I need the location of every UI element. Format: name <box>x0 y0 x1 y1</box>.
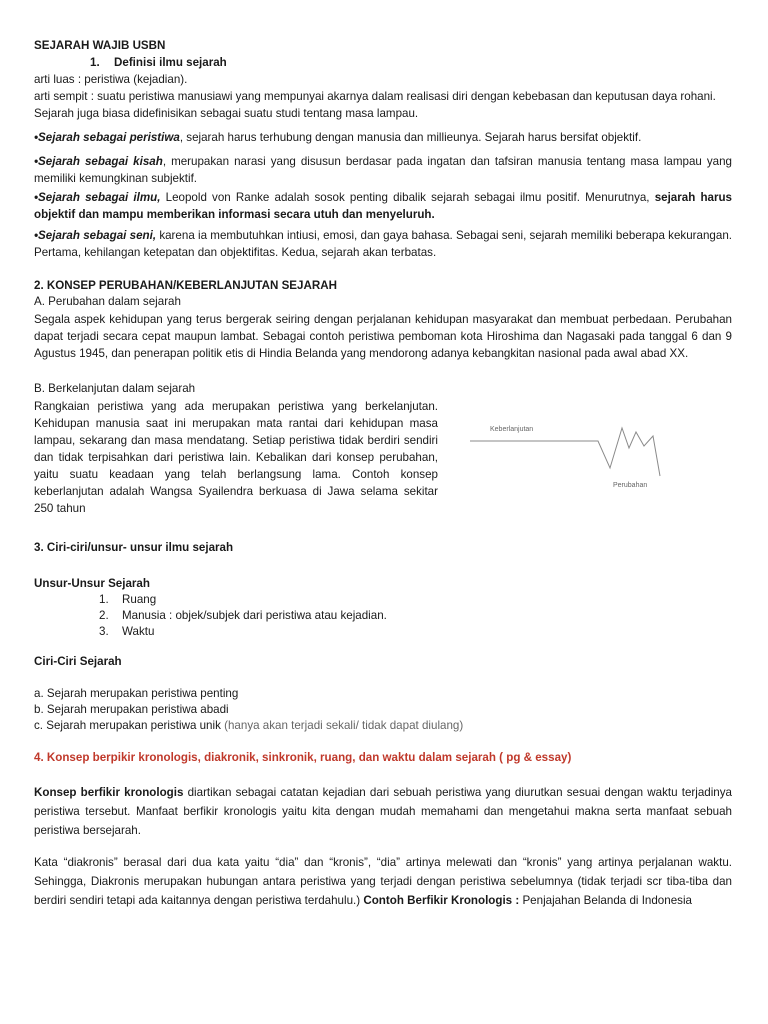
ciri-c <box>34 717 732 734</box>
berkelanjutan-text: Rangkaian peristiwa yang ada merupakan peristiwa yang berkelanjutan. Kehidupan manusia saat ini merupakan mata rantai dari kehidupan masa lampau, sekarang dan masa mendatang. Setiap peristiwa tidak berdiri sendiri dan tidak terpisahkan dari peristiwa lain. Kebalikan dari konsep perubahan, yaitu suatu keadaan yang telah berlangsung lama. Contoh konsep keberlanjutan adalah Wangsa Syailendra berkuasa di Jawa selama sekitar 250 tahun <box>34 400 438 515</box>
unsur-number: 1. <box>99 593 109 606</box>
document-title: SEJARAH WAJIB USBN <box>34 39 166 52</box>
term-peristiwa: •Sejarah sebagai peristiwa <box>34 131 180 144</box>
label-perubahan: Perubahan <box>613 482 648 489</box>
text-peristiwa: , sejarah harus terhubung dengan manusia dan millieunya. Sejarah harus bersifat objektif. <box>179 131 642 144</box>
trend-line <box>470 428 660 476</box>
unsur-heading: Unsur-Unsur Sejarah <box>34 577 150 590</box>
term-ilmu: •Sejarah sebagai ilmu, <box>34 191 161 204</box>
kronologis-term: Konsep berfikir kronologis <box>34 786 184 799</box>
arti-sempit: arti sempit : suatu peristiwa manusiawi yang mempunyai akarnya dalam realisasi diri dengan kebebasan dan keputusan daya rohani. Sejarah juga biasa didefinisikan sebagai suatu studi tentang masa lampau. <box>34 90 716 120</box>
berkelanjutan-heading: B. Berkelanjutan dalam sejarah <box>34 382 196 395</box>
diakronis-text: Kata “diakronis” berasal dari dua kata yaitu “dia” dan “kronis”, “dia” artinya melewati dan “kronis” yang artinya perjalanan waktu. Sehingga, Diakronis merupakan hubungan antara peristiwa yang terjadi dengan peristiwa sebelumnya (tidak terjadi scr tiba-tiba dan berdiri sendiri tetapi ada kaitannya dengan peristiwa terdahulu.) <box>34 856 732 907</box>
sejarah-seni <box>34 227 732 261</box>
ciri-c-note: (hanya akan terjadi sekali/ tidak dapat diulang) <box>224 719 464 732</box>
unsur-number: 2. <box>99 609 109 622</box>
term-seni: •Sejarah sebagai seni, <box>34 229 157 242</box>
ciri-c-text: c. Sejarah merupakan peristiwa unik <box>34 719 225 732</box>
arti-luas: arti luas : peristiwa (kejadian). <box>34 73 188 86</box>
section-3-heading: 3. Ciri-ciri/unsur- unsur ilmu sejarah <box>34 541 234 554</box>
unsur-text: Manusia : objek/subjek dari peristiwa atau kejadian. <box>122 609 387 622</box>
term-kisah: •Sejarah sebagai kisah <box>34 155 163 168</box>
section-1-title: Definisi ilmu sejarah <box>114 56 227 69</box>
perubahan-text: Segala aspek kehidupan yang terus bergerak seiring dengan perjalanan kehidupan masyarakat dan membuat perbedaan. Perubahan dapat terjadi secara cepat maupun lambat. Sebagai contoh peristiwa pemboman kota Hiroshima dan Nagasaki pada tanggal 6 dan 9 Agustus 1945, dan penerapan politik etis di Hindia Belanda yang mendorong adanya kebangkitan nasional pada awal abad XX. <box>34 313 732 360</box>
text-ilmu: Leopold von Ranke adalah sosok penting dibalik sejarah sebagai ilmu positif. Menurutnya, <box>160 191 655 204</box>
sejarah-peristiwa <box>34 129 732 146</box>
unsur-text: Ruang <box>122 593 157 606</box>
unsur-number: 3. <box>99 625 109 638</box>
sejarah-ilmu <box>34 189 732 223</box>
keberlanjutan-figure <box>470 418 732 498</box>
text-ilmu-bold: sejarah harus objektif dan mampu memberikan informasi secara utuh dan menyeluruh. <box>34 191 733 221</box>
perubahan-heading: A. Perubahan dalam sejarah <box>34 295 181 308</box>
sejarah-kisah <box>34 153 732 187</box>
ciri-heading: Ciri-Ciri Sejarah <box>34 655 122 668</box>
unsur-text: Waktu <box>122 625 155 638</box>
label-keberlanjutan: Keberlanjutan <box>490 426 534 433</box>
diakronis-paragraph <box>34 853 732 910</box>
text-seni: karena ia membutuhkan intiusi, emosi, dan gaya bahasa. Sebagai seni, sejarah memiliki beberapa kekurangan. Pertama, kehilangan ketepatan dan objektifitas. Kedua, sejarah akan terbatas. <box>34 229 732 259</box>
diakronis-bold: Contoh Berfikir Kronologis : <box>363 894 520 907</box>
text-kisah: , merupakan narasi yang disusun berdasar pada ingatan dan tafsiran manusia tentang masa lampau yang memiliki kemungkinan subjektif. <box>34 155 733 185</box>
ciri-b: b. Sejarah merupakan peristiwa abadi <box>34 703 229 716</box>
ciri-a: a. Sejarah merupakan peristiwa penting <box>34 687 239 700</box>
section-1-number: 1. <box>90 56 100 69</box>
kronologis-text: diartikan sebagai catatan kejadian dari sebuah peristiwa yang diurutkan sesuai dengan waktu terjadinya peristiwa tersebut. Manfaat berfikir kronologis yaitu kita dengan mudah memahami dan mengetahui makna serta manfaat sebuah peristiwa bersejarah. <box>34 786 732 837</box>
diakronis-end: Penjajahan Belanda di Indonesia <box>519 894 692 907</box>
continuity-change-line <box>470 418 732 498</box>
kronologis-paragraph <box>34 783 732 840</box>
section-4-heading: 4. Konsep berpikir kronologis, diakronik, sinkronik, ruang, dan waktu dalam sejarah ( pg & essay) <box>34 751 572 764</box>
section-2-heading: 2. KONSEP PERUBAHAN/KEBERLANJUTAN SEJARAH <box>34 279 337 292</box>
